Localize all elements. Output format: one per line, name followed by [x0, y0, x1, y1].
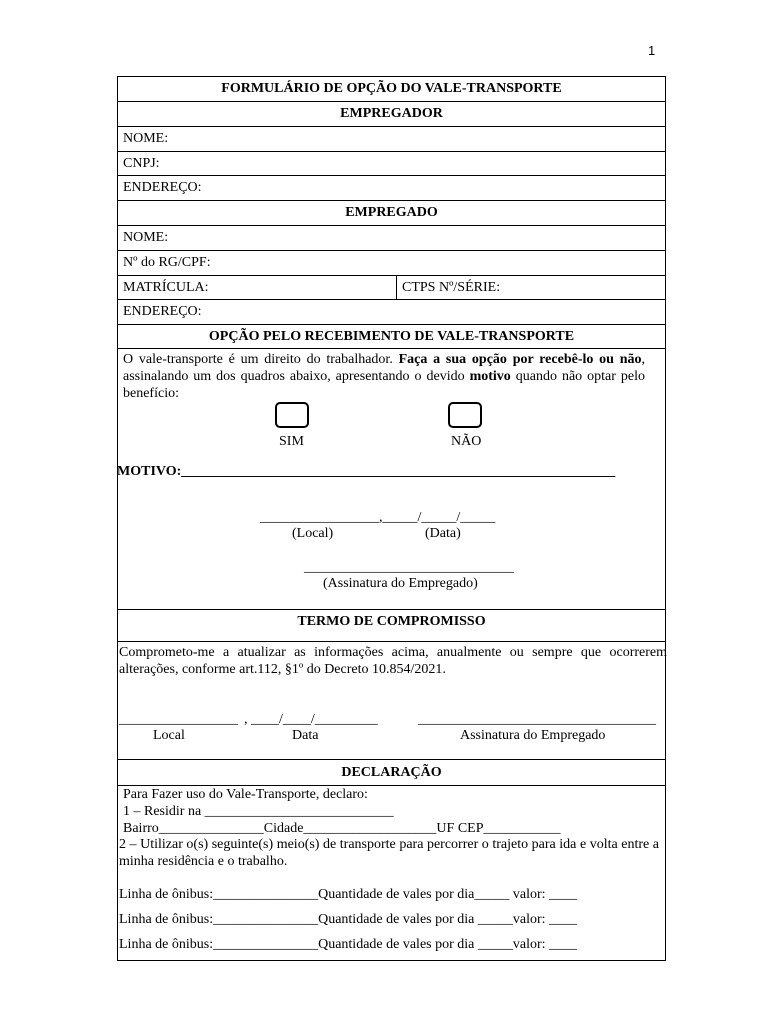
termo-signature-label: Assinatura do Empregado — [460, 728, 606, 743]
opcao-text-4: motivo — [469, 369, 511, 384]
termo-data-label: Data — [292, 728, 319, 743]
empregador-heading: EMPREGADOR — [118, 102, 665, 127]
empregador-cnpj-field[interactable] — [118, 152, 665, 176]
opcao-data-label: (Data) — [425, 526, 461, 541]
empregador-nome-field[interactable] — [118, 127, 665, 152]
termo-date-line[interactable]: , ____/____/_________ — [244, 712, 378, 727]
vale-transporte-form — [117, 76, 666, 961]
empregado-endereco-label: ENDEREÇO: — [123, 304, 202, 319]
empregado-ctps-field[interactable] — [396, 276, 500, 299]
declaracao-item2: 2 – Utilizar o(s) seguinte(s) meio(s) de transporte para percorrer o trajeto para ida e volta entre a minha residência e o trabalho. — [119, 837, 659, 869]
empregado-matricula-label[interactable]: MATRÍCULA: — [123, 280, 209, 295]
residir-field[interactable]: 1 – Residir na ___________________________ — [123, 804, 394, 819]
nao-checkbox[interactable] — [448, 402, 482, 428]
empregado-endereco-field[interactable] — [118, 300, 665, 325]
termo-signature-line[interactable]: __________________________________ — [418, 712, 656, 727]
termo-section — [118, 642, 665, 760]
termo-heading: TERMO DE COMPROMISSO — [118, 610, 665, 642]
opcao-text-5: quando não optar pelo benefício: — [123, 369, 645, 401]
opcao-text-1: O vale-transporte é um direito do trabalhador. — [123, 352, 399, 367]
opcao-text-3: , assinalando um dos quadros abaixo, apresentando o devido — [123, 352, 645, 384]
termo-local-line[interactable]: _________________ — [119, 712, 238, 727]
termo-local-label: Local — [153, 728, 185, 743]
empregado-rg-cpf-label: Nº do RG/CPF: — [123, 255, 211, 270]
linha-onibus-2[interactable]: Linha de ônibus:_______________Quantidade de vales por dia _____valor: ____ — [119, 912, 578, 927]
opcao-instructions — [123, 351, 645, 402]
empregador-endereco-label: ENDEREÇO: — [123, 180, 202, 195]
form-title: FORMULÁRIO DE OPÇÃO DO VALE-TRANSPORTE — [118, 77, 665, 102]
empregado-heading: EMPREGADO — [118, 201, 665, 226]
sim-checkbox[interactable] — [275, 402, 309, 428]
empregador-cnpj-label: CNPJ: — [123, 156, 160, 171]
opcao-local-label: (Local) — [292, 526, 334, 541]
opcao-section — [118, 349, 665, 610]
page-number: 1 — [648, 43, 656, 58]
empregado-ctps-label: CTPS Nº/SÉRIE: — [402, 280, 501, 295]
linha-onibus-3[interactable]: Linha de ônibus:_______________Quantidade de vales por dia _____valor: ____ — [119, 937, 578, 952]
sim-label: SIM — [279, 434, 304, 449]
linha-onibus-1[interactable]: Linha de ônibus:_______________Quantidade de vales por dia_____ valor: ____ — [119, 887, 578, 902]
nao-label: NÃO — [451, 434, 482, 449]
opcao-heading: OPÇÃO PELO RECEBIMENTO DE VALE-TRANSPORTE — [118, 325, 665, 349]
empregado-nome-label: NOME: — [123, 230, 169, 245]
declaracao-heading: DECLARAÇÃO — [118, 760, 665, 786]
termo-text: Comprometo-me a atualizar as informações acima, anualmente ou sempre que ocorrerem alterações, conforme art.112, §1º do Decreto 10.854/2021. — [119, 645, 667, 677]
opcao-signature-label: (Assinatura do Empregado) — [323, 576, 478, 591]
declaracao-intro: Para Fazer uso do Vale-Transporte, declaro: — [123, 787, 368, 802]
empregador-nome-label: NOME: — [123, 131, 169, 146]
motivo-field[interactable]: MOTIVO:______________________________________________________________ — [117, 464, 616, 479]
empregado-matricula-row — [118, 276, 665, 300]
bairro-cidade-field[interactable]: Bairro_______________Cidade___________________UF CEP___________ — [123, 821, 561, 836]
opcao-text-2: Faça a sua opção por recebê-lo ou não — [398, 352, 642, 367]
opcao-signature-line[interactable]: ______________________________ — [304, 560, 514, 575]
empregado-nome-field[interactable] — [118, 226, 665, 251]
empregador-endereco-field[interactable] — [118, 176, 665, 201]
local-date-line[interactable]: _________________,_____/_____/_____ — [260, 510, 496, 525]
empregado-rg-cpf-field[interactable] — [118, 251, 665, 276]
declaracao-section — [118, 786, 665, 960]
